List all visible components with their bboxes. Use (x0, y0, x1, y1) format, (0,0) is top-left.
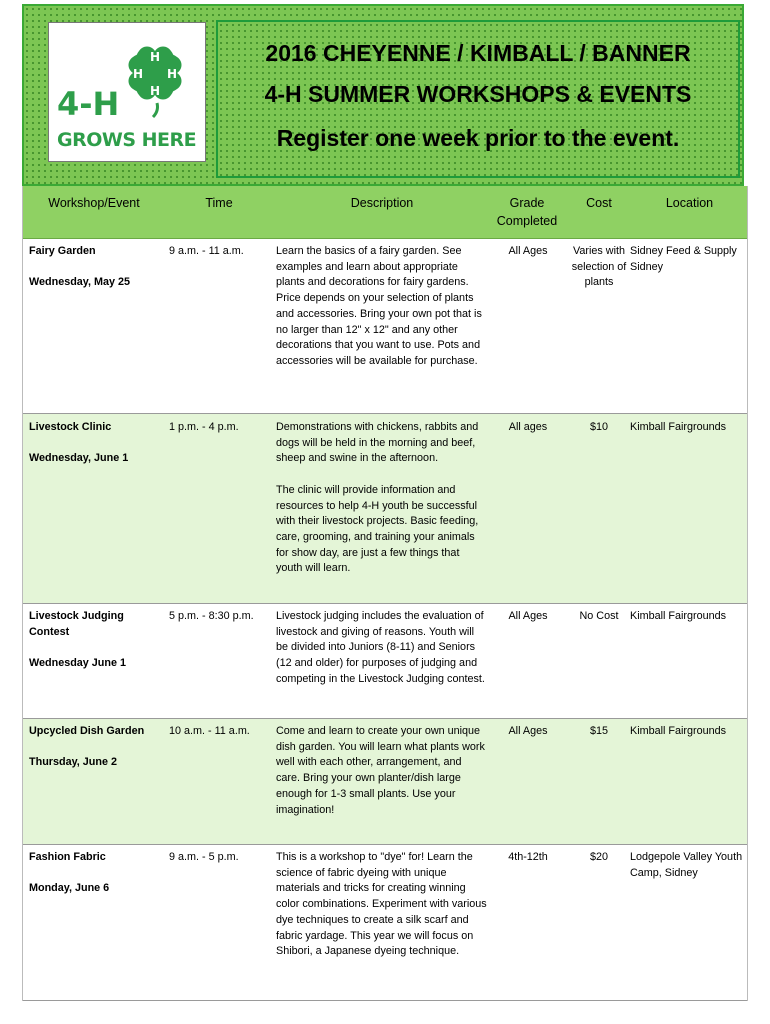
event-name: Livestock Judging Contest (29, 610, 124, 638)
event-grade: All Ages (508, 725, 548, 737)
event-date: Monday, June 6 (29, 882, 110, 895)
event-name: Fairy Garden (29, 245, 96, 257)
logo-brand: 4-H (57, 85, 120, 123)
event-description (276, 244, 488, 370)
event-cost: No Cost (579, 610, 619, 622)
event-grade: 4th-12th (508, 851, 548, 863)
svg-text:H: H (132, 67, 144, 81)
col-header-event: Workshop/Event (48, 196, 140, 210)
event-cost: $15 (589, 725, 608, 737)
title-line-1: 2016 CHEYENNE / KIMBALL / BANNER (265, 40, 691, 66)
description-paragraph: The clinic will provide information and resources to help 4-H youth be successful with their livestock projects. Basic feeding, care, grooming, and training your animals for show day, are just a few things that youth will learn. (276, 483, 479, 575)
event-cost: $10 (589, 421, 608, 433)
event-description (276, 724, 488, 818)
event-description (276, 850, 488, 960)
event-date: Thursday, June 2 (29, 756, 117, 769)
col-header-cost: Cost (586, 196, 612, 210)
event-description (276, 420, 488, 577)
event-time: 9 a.m. - 11 a.m. (169, 245, 244, 257)
svg-text:H: H (149, 84, 161, 98)
event-name: Livestock Clinic (29, 421, 112, 433)
event-cost: $20 (589, 851, 608, 863)
event-name: Fashion Fabric (29, 851, 106, 863)
table-row (23, 414, 747, 604)
event-time: 5 p.m. - 8:30 p.m. (169, 610, 254, 622)
event-grade: All ages (508, 421, 548, 433)
event-time: 10 a.m. - 11 a.m. (169, 725, 250, 737)
event-description (276, 609, 488, 688)
svg-text:H: H (149, 50, 161, 64)
description-paragraph: Livestock judging includes the evaluation of livestock and giving of reasons. Youth will be divided into Juniors (8-11) and Seniors (12 and older) for purposes of judging and competing in the Livestock Judging contest. (276, 610, 485, 685)
event-location: Kimball Fairgrounds (630, 725, 727, 737)
table-row (23, 604, 747, 719)
title-box (216, 20, 740, 178)
event-date: Wednesday, June 1 (29, 452, 129, 465)
event-grade: All Ages (508, 610, 548, 622)
table-header (23, 186, 747, 239)
col-header-description: Description (350, 196, 414, 210)
col-header-location: Location (665, 196, 714, 210)
table-row (23, 845, 747, 1001)
event-location: Sidney Feed & Supply Sidney (630, 245, 737, 273)
title-line-2: 4-H SUMMER WORKSHOPS & EVENTS (264, 81, 692, 107)
table-row (23, 719, 747, 845)
table-row (23, 238, 747, 414)
col-header-time: Time (205, 196, 233, 210)
event-name: Upcycled Dish Garden (29, 725, 145, 737)
event-location: Kimball Fairgrounds (630, 610, 727, 622)
event-time: 9 a.m. - 5 p.m. (169, 851, 239, 863)
event-date: Wednesday June 1 (29, 657, 127, 670)
col-header-grade: Grade Completed (496, 196, 558, 228)
event-location: Kimball Fairgrounds (630, 421, 727, 433)
svg-text:H: H (166, 67, 178, 81)
header-banner (22, 4, 744, 186)
event-time: 1 p.m. - 4 p.m. (169, 421, 239, 433)
description-paragraph: Learn the basics of a fairy garden. See examples and learn about appropriate plants and decorations for fairy gardens. Price depends on your selection of plants and accessories. Bring your own pot that is no larger than 12" x 12" and any other decorations that you want to use. Pots and accessories will be available for purchase. (276, 245, 482, 367)
description-paragraph: This is a workshop to "dye" for! Learn the science of fabric dyeing with unique materials and tricks for creating winning color combinations. Experiment with various dye techniques to create a silk scarf and fabric yardage. This year we will focus on Shibori, a Japanese dyeing technique. (276, 851, 487, 958)
description-paragraph: Come and learn to create your own unique dish garden. You will learn what plants work well with each other, arrangement, and care. Bring your own planter/dish large enough for 1-3 small plants. Use your imagination! (276, 725, 485, 816)
4h-logo (48, 22, 206, 162)
event-cost: Varies with selection of plants (571, 245, 627, 289)
logo-tagline: GROWS HERE (57, 129, 197, 151)
event-grade: All Ages (508, 245, 548, 257)
events-table (22, 186, 748, 1001)
registration-note: Register one week prior to the event. (276, 125, 680, 151)
event-location: Lodgepole Valley Youth Camp, Sidney (630, 851, 743, 879)
description-paragraph: Demonstrations with chickens, rabbits and dogs will be held in the morning and beef, sheep and swine in the afternoon. (276, 421, 479, 465)
event-date: Wednesday, May 25 (29, 276, 131, 289)
